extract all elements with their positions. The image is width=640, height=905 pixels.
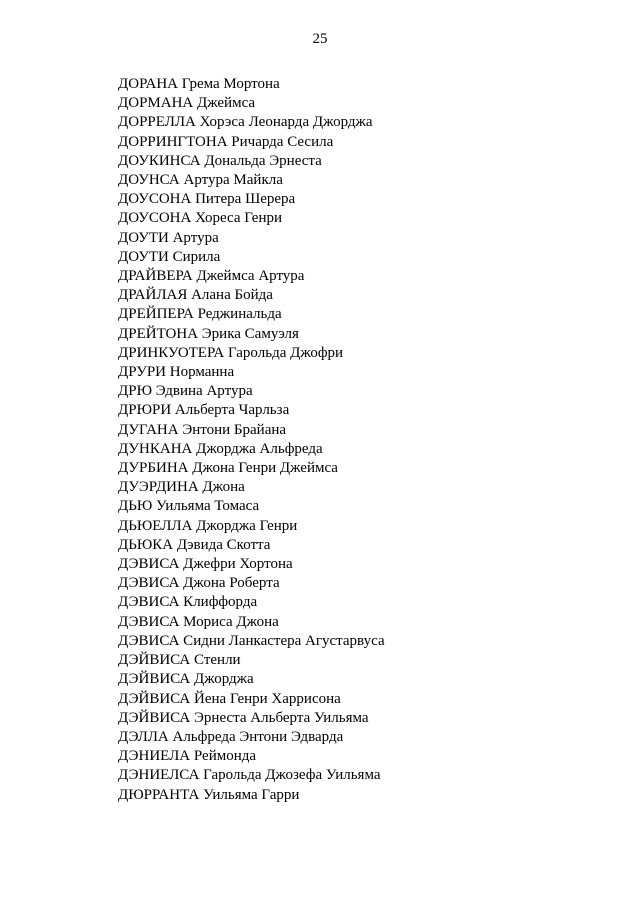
list-item: ДОУКИНСА Дональда Эрнеста — [118, 152, 322, 169]
list-item: ДЭЙВИСА Джорджа — [118, 671, 254, 688]
list-item: ДОРРЕЛЛА Хорэса Леонарда Джорджа — [118, 114, 373, 131]
list-item: ДРУРИ Норманна — [118, 364, 235, 381]
list-item: ДЭЙВИСА Стенли — [118, 652, 241, 669]
list-item: ДЭЛЛА Альфреда Энтони Эдварда — [118, 728, 344, 745]
list-item: ДУГАНА Энтони Брайана — [118, 421, 287, 438]
list-item: ДЭВИСА Джона Роберта — [118, 575, 280, 592]
list-item: ДРАЙЛАЯ Алана Бойда — [118, 287, 273, 304]
list-item: ДОРРИНГТОНА Ричарда Сесила — [118, 133, 334, 150]
list-item: ДОУСОНА Питера Шерера — [118, 191, 296, 208]
list-item: ДРИНКУОТЕРА Гарольда Джофри — [118, 344, 344, 361]
list-item: ДЭВИСА Мориса Джона — [118, 613, 279, 630]
list-item: ДЭЙВИСА Йена Генри Харрисона — [118, 690, 341, 707]
list-item: ДОРМАНА Джеймса — [118, 95, 256, 112]
list-item: ДОУСОНА Хореса Генри — [118, 210, 283, 227]
list-item: ДЭВИСА Джефри Хортона — [118, 556, 293, 573]
list-item: ДРАЙВЕРА Джеймса Артура — [118, 268, 305, 285]
list-item: ДЭЙВИСА Эрнеста Альберта Уильяма — [118, 709, 369, 726]
page-number: 25 — [312, 31, 328, 47]
list-item: ДОУТИ Артура — [118, 229, 219, 246]
name-list — [118, 75, 385, 805]
list-item: ДОУНСА Артура Майкла — [118, 172, 283, 189]
list-item: ДЭВИСА Сидни Ланкастера Агустарвуса — [118, 632, 385, 649]
list-item: ДЮРРАНТА Уильяма Гарри — [118, 786, 300, 803]
list-item: ДЬЮ Уильяма Томаса — [118, 498, 260, 515]
list-item: ДЭНИЕЛСА Гарольда Джозефа Уильяма — [118, 767, 381, 784]
list-item: ДРЮРИ Альберта Чарльза — [118, 402, 290, 419]
list-item: ДОУТИ Сирила — [118, 248, 221, 265]
list-item: ДРЕЙТОНА Эрика Самуэля — [118, 325, 299, 342]
list-item: ДЬЮЕЛЛА Джорджа Генри — [118, 517, 298, 534]
list-item: ДУНКАНА Джорджа Альфреда — [118, 440, 323, 457]
list-item: ДУЭРДИНА Джона — [118, 479, 245, 496]
list-item: ДЭНИЕЛА Реймонда — [118, 748, 257, 765]
list-item: ДЬЮКА Дэвида Скотта — [118, 536, 271, 553]
list-item: ДРЮ Эдвина Артура — [118, 383, 253, 400]
list-item: ДЭВИСА Клиффорда — [118, 594, 258, 611]
list-item: ДРЕЙПЕРА Реджинальда — [118, 306, 282, 323]
list-item: ДУРБИНА Джона Генри Джеймса — [118, 460, 338, 477]
list-item: ДОРАНА Грема Мортона — [118, 76, 280, 92]
